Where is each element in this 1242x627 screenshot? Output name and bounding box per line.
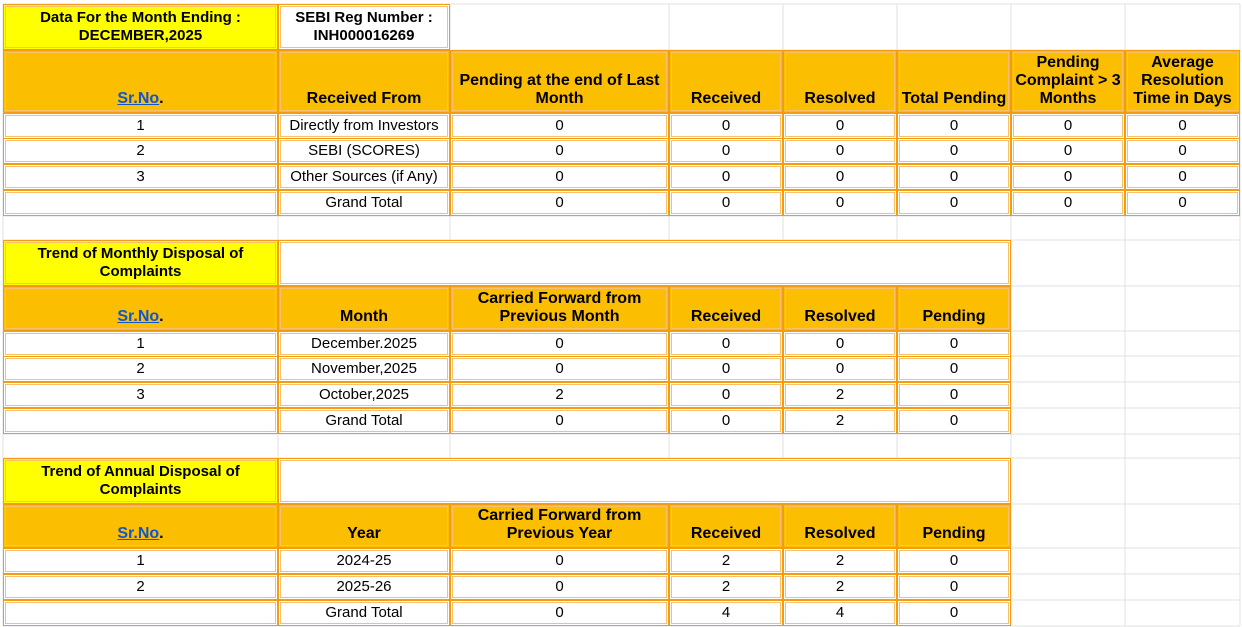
annual-cell-text: 2 xyxy=(835,578,845,595)
monthly-cell[interactable] xyxy=(450,331,669,357)
complaints-cell[interactable] xyxy=(3,164,278,190)
annual-header-2[interactable] xyxy=(450,504,669,548)
monthly-cell-text: 0 xyxy=(949,386,959,403)
annual-header-4[interactable] xyxy=(783,504,897,548)
complaints-header-6-text: Pending Complaint > 3 Months xyxy=(1015,54,1121,107)
annual-cell[interactable] xyxy=(450,574,669,600)
complaints-header-7-text: Average Resolution Time in Days xyxy=(1133,54,1232,107)
complaints-cell-text: 0 xyxy=(555,142,564,159)
sr-no-link[interactable]: Sr.No xyxy=(117,525,160,542)
complaints-header-4-text: Resolved xyxy=(804,90,876,107)
annual-cell[interactable] xyxy=(897,574,1011,600)
month-ending-cell[interactable] xyxy=(3,4,278,50)
monthly-cell[interactable] xyxy=(783,382,897,408)
complaints-cell[interactable] xyxy=(450,113,669,139)
monthly-cell-text: 2 xyxy=(555,386,564,403)
complaints-cell[interactable] xyxy=(669,190,783,216)
monthly-cell[interactable] xyxy=(897,356,1011,382)
monthly-cell[interactable] xyxy=(669,356,783,382)
annual-cell-text: 0 xyxy=(555,604,564,621)
complaints-cell-text: 0 xyxy=(721,117,731,134)
monthly-cell[interactable] xyxy=(278,331,450,357)
monthly-cell-text: October,2025 xyxy=(318,386,410,403)
month-ending-value: DECEMBER,2025 xyxy=(78,27,203,44)
complaints-cell-text: 0 xyxy=(1178,194,1187,211)
complaints-cell-text: 0 xyxy=(949,142,959,159)
annual-cell-text: Grand Total xyxy=(325,604,403,621)
complaints-cell[interactable] xyxy=(1125,164,1240,190)
monthly-cell[interactable] xyxy=(450,408,669,434)
monthly-header-0[interactable] xyxy=(3,286,278,331)
annual-cell-text: 4 xyxy=(835,604,845,621)
complaints-header-4[interactable] xyxy=(783,50,897,113)
complaints-cell[interactable] xyxy=(450,190,669,216)
complaints-cell[interactable] xyxy=(897,164,1011,190)
monthly-cell[interactable] xyxy=(3,408,278,434)
complaints-cell[interactable] xyxy=(278,113,450,139)
complaints-cell-text: 0 xyxy=(721,142,731,159)
monthly-cell-text: 1 xyxy=(136,335,145,352)
monthly-header-4-text: Resolved xyxy=(804,308,876,325)
complaints-cell-text: 0 xyxy=(949,194,959,211)
annual-cell-text: 0 xyxy=(949,552,959,569)
monthly-title-cell[interactable] xyxy=(3,240,278,286)
sr-no-link[interactable]: Sr.No xyxy=(117,308,160,325)
complaints-cell[interactable] xyxy=(1011,164,1125,190)
monthly-cell-text: December.2025 xyxy=(311,335,417,352)
complaints-cell-text: 0 xyxy=(1063,117,1073,134)
annual-cell-text: 1 xyxy=(136,552,145,569)
monthly-cell[interactable] xyxy=(450,382,669,408)
annual-cell-text: 2 xyxy=(136,578,145,595)
complaints-cell[interactable] xyxy=(1125,190,1240,216)
monthly-cell-text: 2 xyxy=(136,360,145,377)
annual-header-4-text: Resolved xyxy=(804,525,876,542)
annual-cell-text: 0 xyxy=(949,604,959,621)
complaints-header-7[interactable] xyxy=(1125,50,1240,113)
monthly-header-2[interactable] xyxy=(450,286,669,331)
complaints-cell[interactable] xyxy=(669,113,783,139)
annual-cell-text: 2025-26 xyxy=(336,578,392,595)
monthly-cell[interactable] xyxy=(783,408,897,434)
monthly-cell[interactable] xyxy=(897,331,1011,357)
complaints-header-2-text: Pending at the end of Last Month xyxy=(459,72,660,107)
annual-header-5-text: Pending xyxy=(922,525,986,542)
monthly-cell-text: November,2025 xyxy=(311,360,417,377)
complaints-cell[interactable] xyxy=(897,138,1011,164)
monthly-cell[interactable] xyxy=(278,408,450,434)
monthly-cell[interactable] xyxy=(450,356,669,382)
annual-cell[interactable] xyxy=(783,574,897,600)
complaints-cell[interactable] xyxy=(897,113,1011,139)
complaints-cell[interactable] xyxy=(278,190,450,216)
complaints-cell[interactable] xyxy=(3,138,278,164)
monthly-header-2-text: Carried Forward from Previous Month xyxy=(477,290,642,325)
monthly-header-5[interactable] xyxy=(897,286,1011,331)
annual-cell[interactable] xyxy=(450,548,669,574)
complaints-cell-text: 0 xyxy=(1178,168,1187,185)
monthly-cell[interactable] xyxy=(669,331,783,357)
annual-header-5[interactable] xyxy=(897,504,1011,548)
complaints-cell-text: 0 xyxy=(555,117,564,134)
monthly-cell[interactable] xyxy=(669,382,783,408)
complaints-cell-text: 0 xyxy=(721,194,731,211)
complaints-cell-text: 0 xyxy=(1178,142,1187,159)
complaints-cell[interactable] xyxy=(3,113,278,139)
complaints-cell-text: 0 xyxy=(835,117,845,134)
complaints-cell-text: 0 xyxy=(1063,142,1073,159)
annual-cell-text: 0 xyxy=(555,578,564,595)
sr-no-dot: . xyxy=(159,90,164,107)
annual-cell[interactable] xyxy=(669,600,783,626)
monthly-cell-text: 0 xyxy=(835,360,845,377)
monthly-cell-text: 0 xyxy=(949,335,959,352)
complaints-cell[interactable] xyxy=(278,164,450,190)
complaints-header-1[interactable] xyxy=(278,50,450,113)
monthly-cell[interactable] xyxy=(278,356,450,382)
sr-no-dot: . xyxy=(159,308,164,325)
monthly-header-1-text: Month xyxy=(340,308,388,325)
monthly-cell[interactable] xyxy=(783,331,897,357)
complaints-cell-text: 0 xyxy=(835,194,845,211)
annual-cell[interactable] xyxy=(278,600,450,626)
annual-header-3-text: Received xyxy=(690,525,762,542)
monthly-cell[interactable] xyxy=(669,408,783,434)
sr-no-dot: . xyxy=(159,525,164,542)
complaints-cell-text: 0 xyxy=(1178,117,1187,134)
annual-cell[interactable] xyxy=(278,548,450,574)
monthly-title-cell-text: Trend of Monthly Disposal of Complaints xyxy=(37,245,244,280)
monthly-header-5-text: Pending xyxy=(922,308,986,325)
complaints-cell[interactable] xyxy=(783,190,897,216)
monthly-cell[interactable] xyxy=(783,356,897,382)
complaints-cell[interactable] xyxy=(450,138,669,164)
complaints-cell-text: 0 xyxy=(1063,168,1073,185)
monthly-header-3-text: Received xyxy=(690,308,762,325)
annual-cell-text: 2 xyxy=(835,552,845,569)
monthly-cell-text: 0 xyxy=(721,335,731,352)
monthly-cell[interactable] xyxy=(3,382,278,408)
annual-cell[interactable] xyxy=(783,600,897,626)
annual-cell-text: 0 xyxy=(949,578,959,595)
complaints-header-5[interactable] xyxy=(897,50,1011,113)
complaints-cell-text: 0 xyxy=(835,168,845,185)
complaints-cell-text: 0 xyxy=(835,142,845,159)
monthly-header-1[interactable] xyxy=(278,286,450,331)
complaints-cell-text: 0 xyxy=(949,117,959,134)
complaints-cell-text: 0 xyxy=(949,168,959,185)
complaints-cell-text: 0 xyxy=(1063,194,1073,211)
complaints-cell-text: 0 xyxy=(555,194,564,211)
monthly-cell-text: 0 xyxy=(555,335,564,352)
monthly-cell[interactable] xyxy=(897,408,1011,434)
sr-no-link[interactable]: Sr.No xyxy=(117,90,160,107)
complaints-header-0[interactable] xyxy=(3,50,278,113)
monthly-cell-text: 3 xyxy=(136,386,145,403)
monthly-cell-text: 0 xyxy=(721,386,731,403)
complaints-cell[interactable] xyxy=(783,138,897,164)
monthly-header-4[interactable] xyxy=(783,286,897,331)
annual-header-1[interactable] xyxy=(278,504,450,548)
annual-cell[interactable] xyxy=(897,548,1011,574)
monthly-cell-text: 0 xyxy=(721,360,731,377)
monthly-cell-text: 0 xyxy=(835,335,845,352)
sebi-reg-value: INH000016269 xyxy=(313,27,415,44)
monthly-cell[interactable] xyxy=(897,382,1011,408)
monthly-cell-text: 0 xyxy=(949,360,959,377)
complaints-cell[interactable] xyxy=(1011,113,1125,139)
monthly-cell-text: 2 xyxy=(835,386,845,403)
annual-title-cell-text: Trend of Annual Disposal of Complaints xyxy=(41,463,240,498)
monthly-cell-text: 0 xyxy=(555,360,564,377)
annual-cell[interactable] xyxy=(3,600,278,626)
complaints-cell[interactable] xyxy=(897,190,1011,216)
complaints-cell[interactable] xyxy=(450,164,669,190)
complaints-cell-text: Other Sources (if Any) xyxy=(290,168,438,185)
complaints-cell-text: 3 xyxy=(136,168,145,185)
complaints-cell[interactable] xyxy=(1125,113,1240,139)
complaints-header-6[interactable] xyxy=(1011,50,1125,113)
monthly-header-3[interactable] xyxy=(669,286,783,331)
annual-cell[interactable] xyxy=(278,574,450,600)
complaints-cell[interactable] xyxy=(278,138,450,164)
complaints-cell[interactable] xyxy=(3,190,278,216)
annual-header-2-text: Carried Forward from Previous Year xyxy=(477,507,642,542)
annual-cell[interactable] xyxy=(897,600,1011,626)
annual-title-blank[interactable] xyxy=(278,458,1011,504)
annual-cell-text: 4 xyxy=(721,604,731,621)
monthly-cell-text: 0 xyxy=(721,412,731,429)
complaints-header-1-text: Received From xyxy=(306,90,422,107)
complaints-cell[interactable] xyxy=(669,164,783,190)
complaints-cell[interactable] xyxy=(1011,190,1125,216)
complaints-header-2[interactable] xyxy=(450,50,669,113)
annual-cell-text: 2024-25 xyxy=(336,552,392,569)
monthly-cell-text: 0 xyxy=(949,412,959,429)
monthly-cell[interactable] xyxy=(278,382,450,408)
annual-cell-text: 0 xyxy=(555,552,564,569)
sebi-reg-label: SEBI Reg Number : xyxy=(295,9,433,26)
annual-cell[interactable] xyxy=(783,548,897,574)
complaints-cell[interactable] xyxy=(1125,138,1240,164)
annual-cell[interactable] xyxy=(3,574,278,600)
complaints-cell-text: Directly from Investors xyxy=(289,117,439,134)
complaints-cell-text: 1 xyxy=(136,117,145,134)
complaints-cell-text: 0 xyxy=(721,168,731,185)
month-ending-label: Data For the Month Ending : xyxy=(40,9,241,26)
annual-header-1-text: Year xyxy=(347,525,381,542)
monthly-cell[interactable] xyxy=(3,331,278,357)
monthly-cell-text: 0 xyxy=(555,412,564,429)
annual-cell[interactable] xyxy=(669,574,783,600)
complaints-header-3-text: Received xyxy=(690,90,762,107)
monthly-cell[interactable] xyxy=(3,356,278,382)
annual-header-3[interactable] xyxy=(669,504,783,548)
complaints-header-3[interactable] xyxy=(669,50,783,113)
complaints-cell[interactable] xyxy=(1011,138,1125,164)
annual-title-cell[interactable] xyxy=(3,458,278,504)
complaints-header-5-text: Total Pending xyxy=(901,90,1007,107)
annual-cell[interactable] xyxy=(669,548,783,574)
annual-cell-text: 2 xyxy=(721,552,731,569)
complaints-cell[interactable] xyxy=(783,113,897,139)
annual-cell-text: 2 xyxy=(721,578,731,595)
monthly-cell-text: Grand Total xyxy=(325,412,403,429)
monthly-cell-text: 2 xyxy=(835,412,845,429)
annual-cell[interactable] xyxy=(450,600,669,626)
complaints-cell-text: SEBI (SCORES) xyxy=(308,142,420,159)
annual-cell[interactable] xyxy=(3,548,278,574)
monthly-title-blank[interactable] xyxy=(278,240,1011,286)
complaints-cell-text: 0 xyxy=(555,168,564,185)
complaints-cell-text: Grand Total xyxy=(325,194,403,211)
complaints-cell-text: 2 xyxy=(136,142,145,159)
complaints-cell[interactable] xyxy=(783,164,897,190)
complaints-cell[interactable] xyxy=(669,138,783,164)
sebi-reg-cell[interactable] xyxy=(278,4,450,50)
annual-header-0[interactable] xyxy=(3,504,278,548)
